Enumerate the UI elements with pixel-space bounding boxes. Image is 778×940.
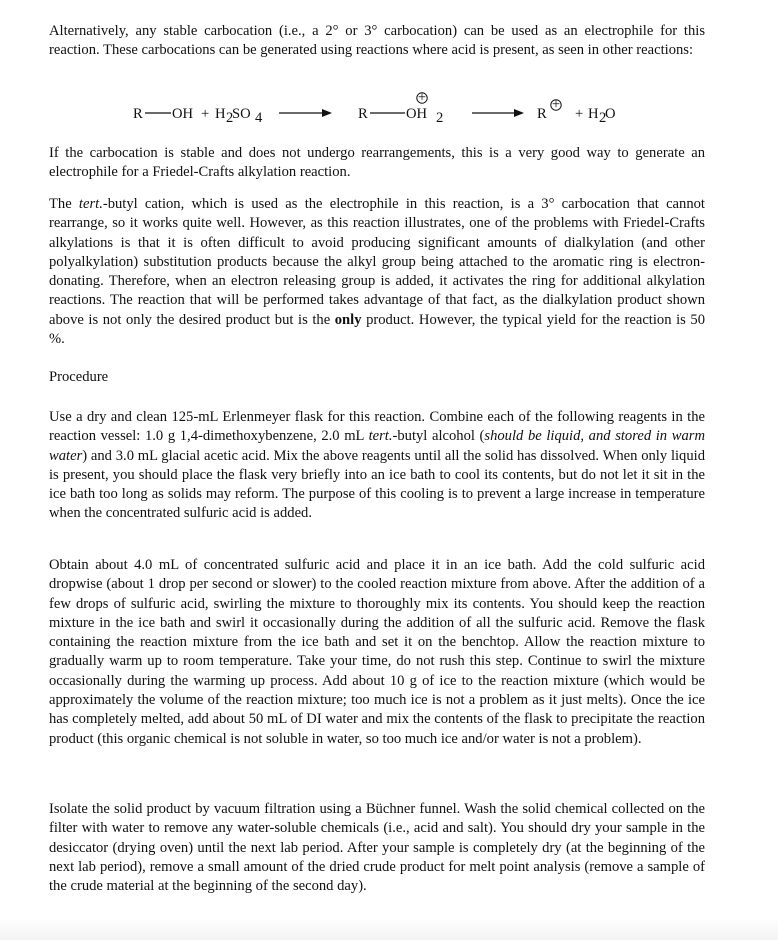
eq-intermediate-r: R — [358, 106, 368, 122]
eq-charge-plus-1: + — [417, 89, 427, 106]
text-run: -butyl cation, which is used as the electrophile in this reaction, is a 3° carbocation that cannot rearrange, so it works quite well. However, as this reaction illustrates, one of the problems with Friedel-Crafts alkylations is that it is often difficult to avoid producing significant amounts of dialkylation (and other polyalkylation) substitution products because the alkyl group being attached to the aromatic ring is electron-donating. Therefore, when an electron releasing group is added, it activates the ring for additional alkylation reactions. The reaction that will be performed takes advantage of that fact, as the dialkylation product shown above is not only the desired product but is the — [49, 196, 705, 328]
paragraph-intro — [49, 22, 705, 61]
eq-acid-sub4: 4 — [255, 110, 263, 126]
text-run: Alternatively, any stable carbocation (i.e., a 2° or 3° carbocation) can be used as an electrophile for this reaction. These carbocations can be generated using reactions where acid is present, as seen in other reactions: — [49, 23, 705, 59]
eq-acid-sub2: 2 — [226, 110, 234, 126]
eq-acid-so: SO — [232, 106, 251, 122]
eq-water-h: H — [588, 106, 599, 122]
eq-acid-h: H — [215, 106, 226, 122]
eq-reactant-oh: OH — [172, 106, 194, 122]
eq-product-r: R — [537, 106, 547, 122]
text-run-italic: tert. — [78, 196, 103, 212]
text-run: -butyl alcohol ( — [392, 428, 485, 445]
text-run: The — [49, 196, 79, 212]
eq-water-sub2: 2 — [599, 110, 607, 126]
eq-arrow-2-head — [514, 109, 524, 117]
eq-plus-1: + — [201, 106, 210, 122]
paragraph-procedure-3 — [49, 800, 705, 896]
procedure-heading: Procedure — [49, 369, 109, 385]
eq-intermediate-sub2: 2 — [436, 110, 444, 126]
eq-water-o: O — [605, 106, 616, 122]
text-run: ) and 3.0 mL glacial acetic acid. Mix the above reagents until all the solid has dissolved. When only liquid is present, you should place the flask very briefly into an ice bath to cool its contents, but do not let it sit in the ice bath too long as solids may reform. The purpose of this cooling is to prevent a large increase in temperature when the concentrated sulfuric acid is added. — [49, 447, 705, 522]
paragraph-procedure-1 — [49, 408, 705, 524]
text-run-italic: should be liquid, and stored in warm water — [49, 428, 705, 464]
text-run: product. However, the typical yield for the reaction is 50 %. — [49, 311, 705, 348]
text-run-italic: tert. — [368, 428, 393, 445]
text-run-bold: only — [334, 311, 362, 328]
paragraph-stable-carbocation — [49, 144, 705, 183]
reaction-equation — [0, 88, 778, 134]
text-run: Isolate the solid product by vacuum filtration using a Büchner funnel. Wash the solid chemical collected on the filter with water to remove any water-soluble chemicals (i.e., acid and salt). You should dry your sample in the desiccator (drying oven) until the next lab period. After your sample is completely dry (at the beginning of the next lab period), remove a small amount of the dried crude product for melt point analysis (remove a sample of the crude material at the beginning of the second day). — [49, 801, 705, 895]
eq-arrow-1-head — [322, 109, 332, 117]
page-bottom-shade — [0, 918, 778, 940]
eq-plus-2: + — [575, 106, 584, 122]
paragraph-tert-butyl — [49, 195, 705, 349]
eq-intermediate-oh: OH — [406, 106, 428, 122]
eq-reactant-r: R — [133, 106, 143, 122]
reaction-equation-svg — [0, 88, 778, 134]
text-run: If the carbocation is stable and does not undergo rearrangements, this is a very good way to generate an electrophile for a Friedel-Crafts alkylation reaction. — [49, 145, 705, 181]
eq-charge-plus-2: + — [551, 96, 561, 113]
text-run: Use a dry and clean 125-mL Erlenmeyer flask for this reaction. Combine each of the following reagents in the reaction vessel: 1.0 g 1,4-dimethoxybenzene, 2.0 mL — [49, 409, 705, 445]
paragraph-procedure-2 — [49, 556, 705, 749]
text-run: Obtain about 4.0 mL of concentrated sulfuric acid and place it in an ice bath. Add the cold sulfuric acid dropwise (about 1 drop per second or slower) to the cooled reaction mixture from above. After the addition of a few drops of sulfuric acid, swirling the mixture to thoroughly mix its contents. You should keep the reaction mixture in the ice bath and swirl it occasionally during the addition of all the sulfuric acid. Remove the flask containing the reaction mixture from the ice bath and set it on the benchtop. Allow the reaction mixture to gradually warm up to room temperature. Take your time, do not rush this step. Continue to swirl the mixture occasionally during the warming up process. Add about 10 g of ice to the reaction mixture (which would be approximately the volume of the reaction mixture; too much ice is not a problem as it just melts). Once the ice has completely melted, add about 50 mL of DI water and mix the contents of the flask to precipitate the reaction product (this organic chemical is not soluble in water, so too much ice and/or water is not a problem). — [49, 557, 705, 747]
